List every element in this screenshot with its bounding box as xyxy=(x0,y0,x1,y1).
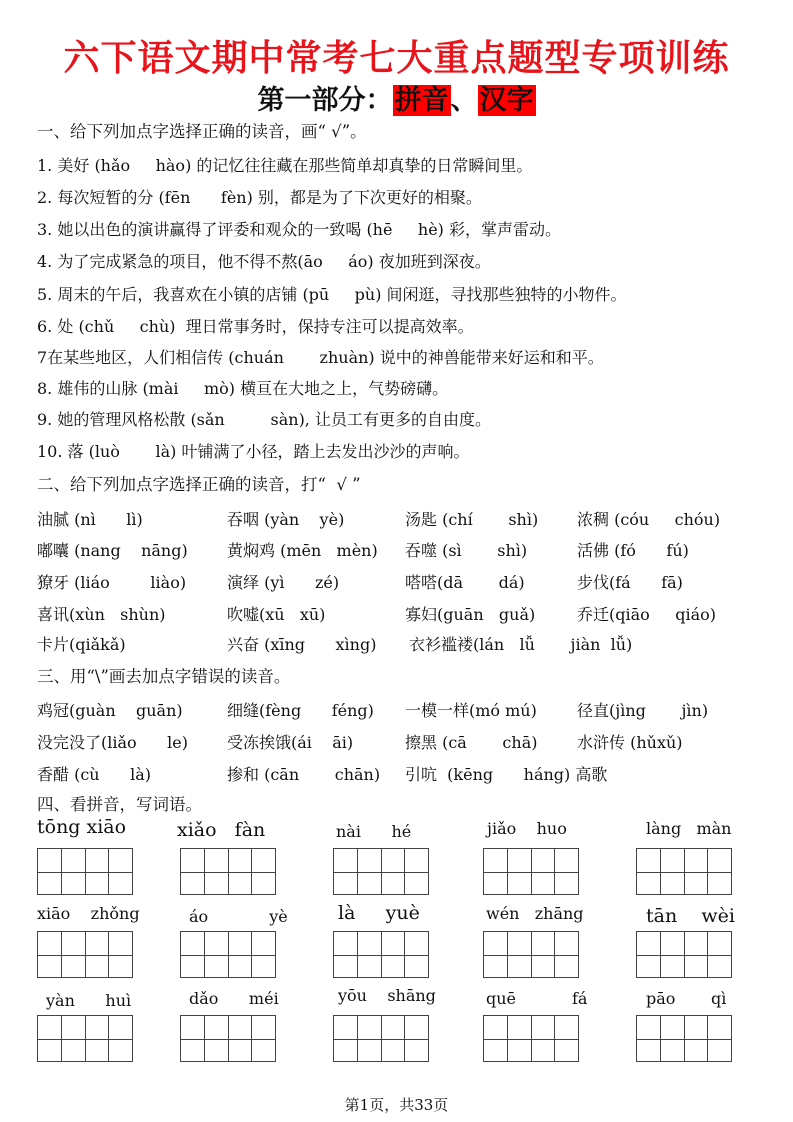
pinyin-prompt: yàn huì xyxy=(46,991,132,1010)
word-item: 獠牙 (liáo liào) xyxy=(37,573,187,592)
answer-grid[interactable] xyxy=(180,1015,276,1062)
section1-heading: 一、给下列加点字选择正确的读音，画“ √”。 xyxy=(37,122,367,141)
word-item: 吞咽 (yàn yè) xyxy=(227,510,345,529)
answer-grid[interactable] xyxy=(37,1015,133,1062)
question-item: 3. 她以出色的演讲赢得了评委和观众的一致喝 (hē hè) 彩，掌声雷动。 xyxy=(37,220,561,239)
answer-grid[interactable] xyxy=(636,848,732,895)
answer-grid[interactable] xyxy=(180,931,276,978)
section3-heading: 三、用“\”画去加点字错误的读音。 xyxy=(37,667,291,686)
section4-heading: 四、看拼音，写词语。 xyxy=(37,795,202,814)
word-item: 兴奋 (xīng xìng) xyxy=(227,635,377,654)
question-item: 10. 落 (luò là) 叶铺满了小径，踏上去发出沙沙的声响。 xyxy=(37,442,470,461)
word-item: 细缝(fèng féng) xyxy=(227,701,374,720)
word-item: 吞噬 (sì shì) xyxy=(405,541,528,560)
word-item: 寡妇(guān guǎ) xyxy=(405,605,536,624)
highlight-pinyin: 拼音 xyxy=(394,85,449,116)
word-item: 香醋 (cù là) xyxy=(37,765,152,784)
question-item: 2. 每次短暂的分 (fēn fèn) 别，都是为了下次更好的相聚。 xyxy=(37,188,482,207)
pinyin-prompt: xiāo zhǒng xyxy=(37,904,140,923)
pinyin-prompt: là yuè xyxy=(338,902,420,924)
word-item: 径直(jìng jìn) xyxy=(577,701,709,720)
word-item: 水浒传 (hǔxǔ) xyxy=(577,733,683,752)
word-item: 引吭 (kēng háng) 高歌 xyxy=(405,765,608,784)
word-item: 活佛 (fó fú) xyxy=(577,541,689,560)
answer-grid[interactable] xyxy=(180,848,276,895)
word-item: 鸡冠(guàn guān) xyxy=(37,701,183,720)
pinyin-prompt: làng màn xyxy=(646,819,732,838)
page-number: 第1页，共33页 xyxy=(344,1096,449,1114)
word-item: 卡片(qiǎkǎ) xyxy=(37,635,126,654)
answer-grid[interactable] xyxy=(333,848,429,895)
section2-heading: 二、给下列加点字选择正确的读音，打“ √ ” xyxy=(37,475,361,494)
question-item: 1. 美好 (hǎo hào) 的记忆往往藏在那些简单却真挚的日常瞬间里。 xyxy=(37,156,533,175)
word-item: 嘟囔 (nang nāng) xyxy=(37,541,188,560)
word-item: 没完没了(liǎo le) xyxy=(37,733,188,752)
answer-grid[interactable] xyxy=(483,848,579,895)
answer-grid[interactable] xyxy=(483,1015,579,1062)
question-item: 5. 周末的午后，我喜欢在小镇的店铺 (pū pù) 间闲逛，寻找那些独特的小物件。 xyxy=(37,285,627,304)
word-item: 演绎 (yì zé) xyxy=(227,573,340,592)
pinyin-prompt: tān wèi xyxy=(646,905,735,927)
word-item: 衣衫褴褛(lán lǚ jiàn lǚ) xyxy=(409,635,633,654)
part-prefix: 第一部分： xyxy=(257,85,393,116)
word-item: 吹嘘(xū xū) xyxy=(227,605,326,624)
word-item: 黄焖鸡 (mēn mèn) xyxy=(227,541,378,560)
word-item: 擦黑 (cā chā) xyxy=(405,733,538,752)
pinyin-prompt: tōng xiāo xyxy=(37,816,127,838)
pinyin-prompt: pāo qì xyxy=(646,989,727,1008)
word-item: 汤匙 (chí shì) xyxy=(405,510,539,529)
word-item: 步伐(fá fā) xyxy=(577,573,683,592)
answer-grid[interactable] xyxy=(37,848,133,895)
word-item: 嗒嗒(dā dá) xyxy=(405,573,525,592)
word-item: 掺和 (cān chān) xyxy=(227,765,381,784)
pinyin-prompt: nài hé xyxy=(336,822,412,841)
answer-grid[interactable] xyxy=(37,931,133,978)
word-item: 受冻挨饿(ái āi) xyxy=(227,733,354,752)
pinyin-prompt: yōu shāng xyxy=(338,986,436,1005)
word-item: 喜讯(xùn shùn) xyxy=(37,605,166,624)
word-item: 一模一样(mó mú) xyxy=(405,701,537,720)
answer-grid[interactable] xyxy=(333,1015,429,1062)
word-item: 油腻 (nì lì) xyxy=(37,510,143,529)
answer-grid[interactable] xyxy=(483,931,579,978)
answer-grid[interactable] xyxy=(636,1015,732,1062)
pinyin-prompt: xiǎo fàn xyxy=(177,819,266,841)
question-item: 6. 处 (chǔ chù) 理日常事务时，保持专注可以提高效率。 xyxy=(37,317,474,336)
question-item: 7在某些地区，人们相信传 (chuán zhuàn) 说中的神兽能带来好运和和平。 xyxy=(37,348,604,367)
word-item: 浓稠 (cóu chóu) xyxy=(577,510,721,529)
word-item: 乔迁(qiāo qiáo) xyxy=(577,605,716,624)
answer-grid[interactable] xyxy=(636,931,732,978)
answer-grid[interactable] xyxy=(333,931,429,978)
pinyin-prompt: dǎo méi xyxy=(189,989,279,1008)
pinyin-prompt: quē fá xyxy=(486,989,588,1008)
pinyin-prompt: wén zhāng xyxy=(486,904,584,923)
question-item: 8. 雄伟的山脉 (mài mò) 横亘在大地之上，气势磅礴。 xyxy=(37,379,449,398)
question-item: 4. 为了完成紧急的项目，他不得不熬(āo áo) 夜加班到深夜。 xyxy=(37,252,491,271)
page-title: 六下语文期中常考七大重点题型专项训练 xyxy=(63,37,730,79)
pinyin-prompt: jiǎo huo xyxy=(487,819,567,838)
question-item: 9. 她的管理风格松散 (sǎn sàn), 让员工有更多的自由度。 xyxy=(37,410,491,429)
pinyin-prompt: áo yè xyxy=(189,907,288,926)
part-heading xyxy=(0,84,793,118)
part-separator: 、 xyxy=(450,85,478,116)
highlight-hanzi: 汉字 xyxy=(479,85,534,116)
